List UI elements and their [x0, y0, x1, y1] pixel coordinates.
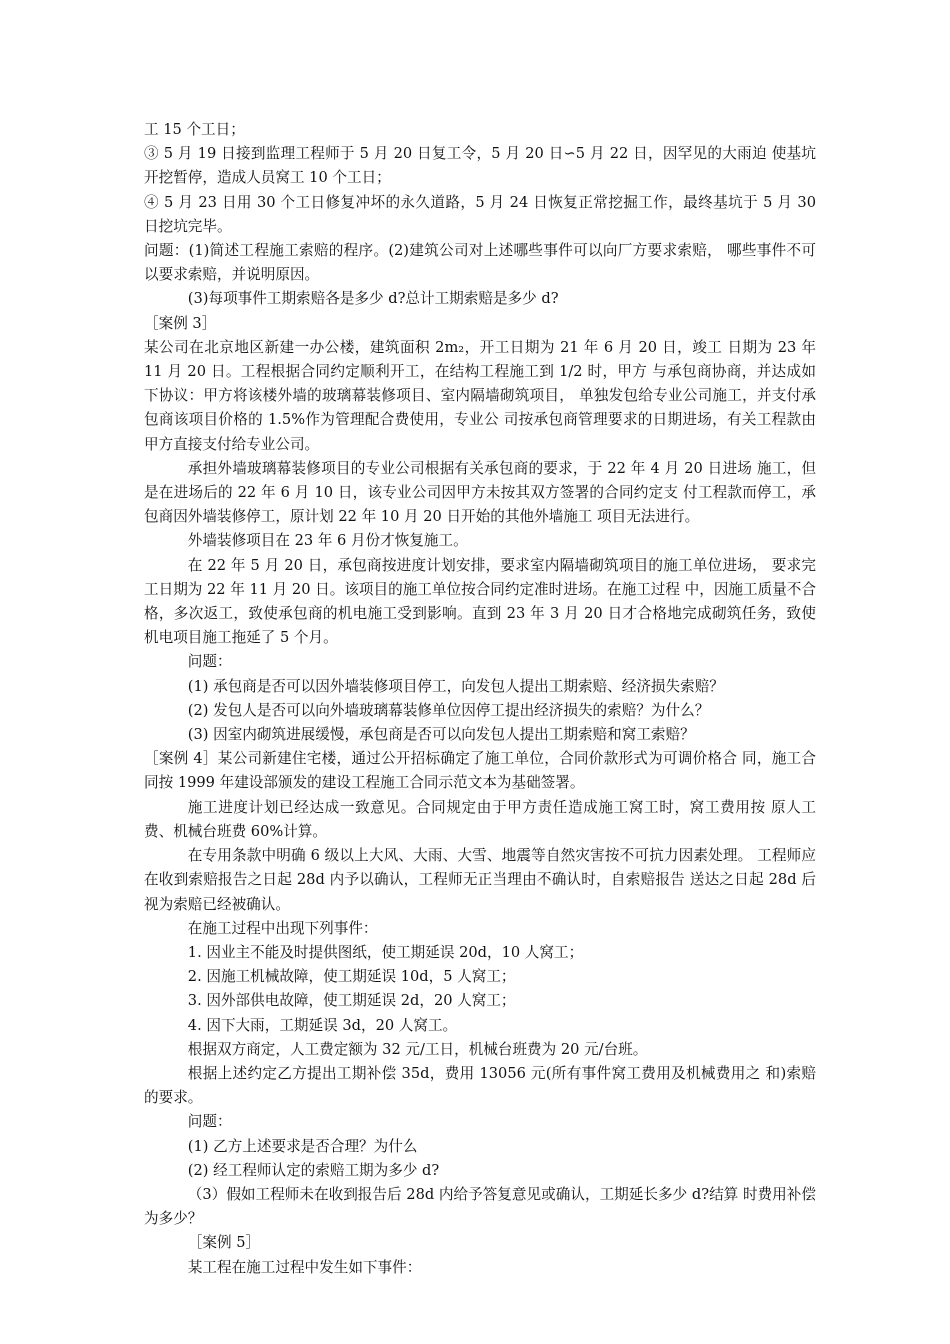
- paragraph: 施工进度计划已经达成一致意见。合同规定由于甲方责任造成施工窝工时，窝工费用按 原人工费、机械台班费 60%计算。: [144, 798, 816, 840]
- question-item: (2) 经工程师认定的索赔工期为多少 d?: [187, 1161, 440, 1179]
- paragraph: 工 15 个工日；: [144, 121, 245, 138]
- question-item: （3）假如工程师未在收到报告后 28d 内给予答复意见或确认，工期延长多少 d?结算 时费用补偿为多少？: [144, 1185, 816, 1228]
- paragraph: 根据双方商定，人工费定额为 32 元/工日，机械台班费为 20 元/台班。: [187, 1040, 648, 1058]
- question-label: 问题：: [187, 1113, 232, 1131]
- event-item: 3. 因外部供电故障，使工期延误 2d，20 人窝工；: [187, 992, 516, 1010]
- question-item: (2) 发包人是否可以向外墙玻璃幕装修单位因停工提出经济损失的索赔？为什么？: [187, 701, 710, 719]
- case-heading: ［案例 4］某公司新建住宅楼，通过公开招标确定了施工单位，合同价款形式为可调价格合 同，施工合同按 1999 年建设部颁发的建设工程施工合同示范文本为基础签署。: [144, 750, 816, 792]
- paragraph: 承担外墙玻璃幕装修项目的专业公司根据有关承包商的要求，于 22 年 4 月 20 日进场 施工，但是在进场后的 22 年 6 月 10 日，该专业公司因甲方未按其双方签署的合同约定支 付工程款而停工，承包商因外墙装修停工，原计划 22 年 10 月 20 日开始的其他外墙施工 项目无法进行。: [144, 459, 816, 526]
- question-item: (1) 乙方上述要求是否合理？为什么: [187, 1137, 418, 1155]
- event-item: 1. 因业主不能及时提供图纸，使工期延误 20d，10 人窝工；: [187, 943, 584, 961]
- paragraph: 在专用条款中明确 6 级以上大风、大雨、大雪、地震等自然灾害按不可抗力因素处理。 工程师应在收到索赔报告之日起 28d 内予以确认，工程师无正当理由不确认时，自索赔报告 送达之日起 28d 后视为索赔已经被确认。: [144, 847, 816, 913]
- case-heading: ［案例 5］: [187, 1234, 261, 1252]
- paragraph: 某公司在北京地区新建一办公楼，建筑面积 2m₂，开工日期为 21 年 6 月 20 日，竣工 日期为 23 年 11 月 20 日。工程根据合同约定顺利开工，在结构工程施工到 1/2 时，甲方 与承包商协商，并达成如下协议：甲方将该楼外墙的玻璃幕装修项目、室内隔墙砌筑项目， 单独发包给专业公司施工，并支付承包商该项目价格的 1.5%作为管理配合费使用，专业公 司按承包商管理要求的日期进场，有关工程款由甲方直接支付给专业公司。: [144, 338, 816, 453]
- question-item: (3) 因室内砌筑进展缓慢，承包商是否可以向发包人提出工期索赔和窝工索赔？: [187, 726, 695, 744]
- paragraph: (3)每项事件工期索赔各是多少 d?总计工期索赔是多少 d?: [187, 290, 559, 308]
- paragraph: 某工程在施工过程中发生如下事件：: [187, 1258, 422, 1276]
- paragraph: 在施工过程中出现下列事件：: [187, 919, 378, 937]
- paragraph: ③ 5 月 19 日接到监理工程师于 5 月 20 日复工令，5 月 20 日∽5 月 22 日，因罕见的大雨迫 使基坑开挖暂停，造成人员窝工 10 个工日；: [144, 145, 816, 187]
- paragraph: 外墙装修项目在 23 年 6 月份才恢复施工。: [187, 532, 468, 550]
- case-heading: ［案例 3］: [144, 314, 217, 332]
- paragraph: 根据上述约定乙方提出工期补偿 35d，费用 13056 元(所有事件窝工费用及机械费用之 和)索赔的要求。: [144, 1064, 816, 1107]
- paragraph: 问题：(1)简述工程施工索赔的程序。(2)建筑公司对上述哪些事件可以向厂方要求索赔， 哪些事件不可以要求索赔，并说明原因。: [144, 242, 816, 284]
- document-page: [144, 118, 816, 1280]
- event-item: 4. 因下大雨，工期延误 3d，20 人窝工。: [187, 1016, 458, 1034]
- question-label: 问题：: [187, 653, 232, 671]
- paragraph: ④ 5 月 23 日用 30 个工日修复冲坏的永久道路，5 月 24 日恢复正常挖掘工作，最终基坑于 5 月 30 日挖坑完毕。: [144, 193, 816, 235]
- question-item: (1) 承包商是否可以因外墙装修项目停工，向发包人提出工期索赔、经济损失索赔？: [187, 677, 724, 695]
- paragraph: 在 22 年 5 月 20 日，承包商按进度计划安排，要求室内隔墙砌筑项目的施工单位进场， 要求完工日期为 22 年 11 月 20 日。该项目的施工单位按合同约定准时进场。在施工过程 中，因施工质量不合格，多次返工，致使承包商的机电施工受到影响。直到 23 年 3 月 20 日才合格地完成砌筑任务，致使机电项目施工拖延了 5 个月。: [144, 556, 816, 647]
- event-item: 2. 因施工机械故障，使工期延误 10d，5 人窝工；: [187, 968, 516, 986]
